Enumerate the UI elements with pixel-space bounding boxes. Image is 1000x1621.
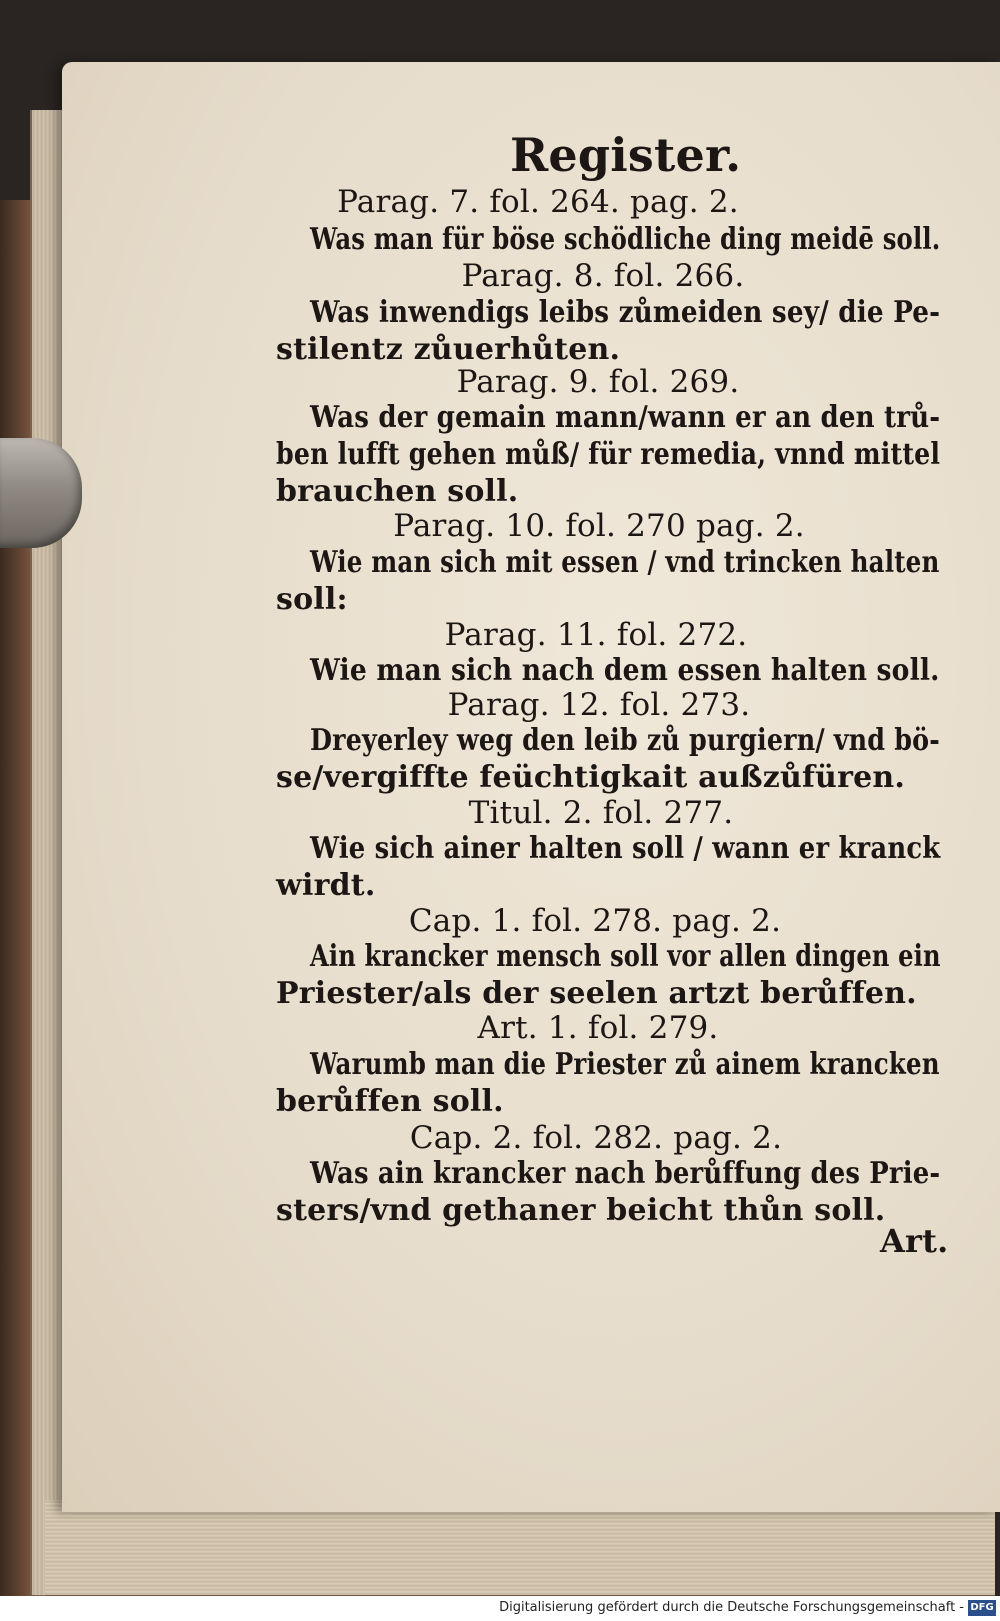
entry-line: Priester/als der seelen artzt berůffen. [276, 976, 917, 1011]
entry-line: Dreyerley weg den leib zů purgiern/ vnd bö- [310, 723, 940, 758]
entry-line: Was inwendigs leibs zůmeiden sey/ die Pe- [310, 295, 941, 330]
section-heading: Parag. 10. fol. 270 pag. 2. [393, 508, 805, 544]
entry-line: berůffen soll. [276, 1084, 504, 1119]
entry-line: Was der gemain mann/wann er an den trů- [310, 400, 941, 435]
page-title: Register. [510, 128, 742, 182]
catchword: Art. [880, 1222, 949, 1260]
section-heading: Art. 1. fol. 279. [477, 1010, 719, 1046]
section-heading: Parag. 7. fol. 264. pag. 2. [337, 184, 739, 220]
section-heading: Titul. 2. fol. 277. [468, 795, 734, 831]
section-heading: Cap. 1. fol. 278. pag. 2. [408, 903, 782, 939]
section-heading: Cap. 2. fol. 282. pag. 2. [409, 1120, 783, 1156]
entry-line: Wie man sich nach dem essen halten soll. [310, 653, 940, 688]
entry-line: soll: [276, 582, 348, 617]
section-heading: Parag. 12. fol. 273. [447, 687, 751, 723]
section-heading: Parag. 11. fol. 272. [444, 617, 748, 653]
entry-line: ben lufft gehen můß/ für remedia, vnnd mittel [276, 437, 941, 472]
footer-credit: Digitalisierung gefördert durch die Deutsche Forschungsgemeinschaft - [499, 1600, 964, 1615]
entry-line: se/vergiffte feüchtigkait außzůfüren. [276, 760, 906, 795]
entry-line: wirdt. [276, 868, 376, 903]
section-heading: Parag. 9. fol. 269. [456, 364, 740, 400]
entry-line: Warumb man die Priester zů ainem krancken [310, 1047, 940, 1082]
section-heading: Parag. 8. fol. 266. [461, 258, 745, 294]
entry-line: Was ain krancker nach berůffung des Prie- [310, 1156, 941, 1191]
dfg-logo: DFG [968, 1600, 996, 1616]
entry-line: Ain krancker mensch soll vor allen dingen ein [310, 939, 941, 974]
entry-line: Wie sich ainer halten soll / wann er kranck [310, 831, 941, 866]
entry-line: brauchen soll. [276, 474, 519, 509]
entry-line: Was man für böse schödliche ding meidē soll. [310, 222, 941, 257]
entry-line: Wie man sich mit essen / vnd trincken halten [310, 545, 940, 580]
entry-line: stilentz zůuerhůten. [276, 332, 621, 367]
entry-line: sters/vnd gethaner beicht thůn soll. [276, 1193, 886, 1228]
page-stack-bottom [45, 1500, 995, 1598]
